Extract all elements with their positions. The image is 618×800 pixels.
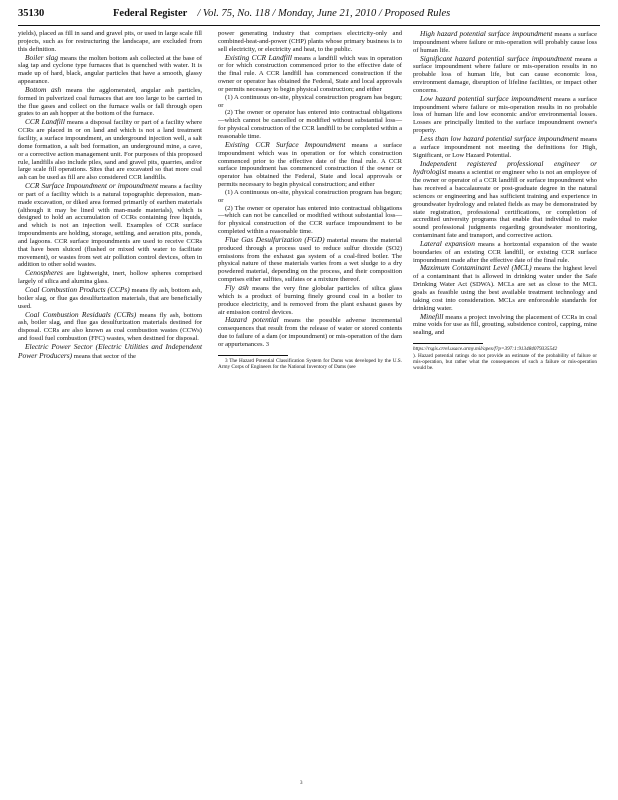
- defined-term: Lateral expansion: [420, 238, 475, 248]
- paragraph-text: means a surface impoundment where failure or mis-operation will probably cause loss of human life.: [413, 31, 597, 54]
- paragraph-text: means the possible adverse incremental consequences that result from the release of water or stored contents due to failure of a dam (or impoundment) or mis-operation of the dam or appurtenances. 3: [218, 317, 403, 348]
- defined-term: Existing CCR Surface Impoundment: [225, 139, 346, 149]
- paragraph: [218, 189, 402, 205]
- paragraph-text: means a horizontal expansion of the waste boundaries of an existing CCR landfill, or existing CCR surface impoundment made after the effective date of the final rule.: [413, 240, 597, 264]
- paragraph-text: (2) The owner or operator has entered into contractual obligations—which can not be cancelled or modified without substantial loss—for physical construction of the CCR surface impoundment to be completed within a reasonable time.: [218, 204, 402, 236]
- defined-term: Existing CCR Landfill: [225, 52, 292, 62]
- defined-term: Independent registered professional engineer or hydrologist: [413, 158, 597, 177]
- defined-term: Electric Power Sector (Electric Utilities and Independent Power Producers): [18, 341, 202, 360]
- paragraph: [413, 264, 597, 312]
- paragraph: [218, 316, 402, 348]
- footnote-url[interactable]: https://rsgis.crrel.usace.army.mil/apex/f?p=397:1:913484079335542: [413, 346, 558, 353]
- paragraph: [18, 311, 202, 343]
- paragraph: [218, 54, 402, 94]
- issue-info: / Vol. 75, No. 118 / Monday, June 21, 2010 / Proposed Rules: [197, 8, 451, 19]
- paragraph-text: means that sector of the: [73, 352, 136, 360]
- paragraph: [413, 135, 597, 160]
- text-column-right: [413, 30, 597, 372]
- paragraph: [18, 54, 202, 86]
- footnote-text: 3 The Hazard Potential Classification System for Dams was developed by the U.S. Army Corps of Engineers for the National Inventory of Dams (see: [218, 357, 402, 371]
- publication-title: Federal Register: [113, 8, 188, 19]
- defined-term: Flue Gas Desulfurization (FGD): [225, 234, 325, 244]
- paragraph: [218, 284, 402, 316]
- paragraph-text: means a facility or part of a facility which is a natural topographic depression, man-made excavation, or diked area formed primarily of earthen materials (although it may be lined with man-made materials), which is designed to hold an accumulation of CCRs containing free liquids, and which is not an injection well. Examples of CCR surface impoundments are holding, storage, settling, and aeration pits, ponds, and lagoons. CCR surface impoundments are used to receive CCRs that have been sluiced (flushed or mixed with water to facilitate movement), or wastes from wet air pollution control devices, often in addition to other solid wastes.: [18, 183, 203, 269]
- paragraph-text: means a surface impoundment which was in operation or for which construction commenced prior to the effective date of the final rule. A CCR surface impoundment has commenced construction if the owner or operator has obtained the Federal, State and local approvals or permits necessary to begin physical construction; and either: [218, 141, 403, 189]
- header-rule: [18, 25, 600, 26]
- defined-term: Coal Combustion Residuals (CCRs): [25, 309, 137, 319]
- paragraph: [18, 182, 202, 269]
- paragraph: [18, 269, 202, 286]
- paragraph: [218, 94, 402, 110]
- paragraph-text: means a surface impoundment where failure or mis-operation results in no probable loss of human life, but can cause economic loss, environment damage, disruption of lifeline facilities, or impact other concerns.: [413, 55, 597, 94]
- page-number: 35130: [18, 8, 45, 19]
- paragraph: [18, 118, 202, 182]
- defined-term: Boiler slag: [25, 52, 59, 62]
- defined-term: Coal Combustion Products (CCPs): [25, 285, 130, 294]
- paragraph: [218, 30, 402, 54]
- paragraph: [18, 30, 202, 54]
- paragraph-text: means fly ash, bottom ash, boiler slag, and flue gas desulfurization materials destined for disposal. CCRs are also known as coal combustion wastes (CCWs) and fossil fuel combustion (FFC) wastes, when destined for disposal.: [18, 311, 203, 343]
- paragraph: [413, 30, 597, 55]
- column-body: [218, 30, 402, 349]
- paragraph-text: means a surface impoundment not meeting the definitions for High, Significant, or Low Hazard Potential.: [413, 135, 597, 159]
- paragraph: [413, 55, 597, 95]
- paragraph-text: means the very fine globular particles of silica glass which is a product of burning finely ground coal in a boiler to produce electricity, and is removed from the plant exhaust gases by air emission control devices.: [218, 285, 402, 316]
- paragraph-text: means a disposal facility or part of a facility where CCRs are placed in or on land and which is not a land treatment facility, a surface impoundment, an underground injection well, a salt dome formation, a salt bed formation, an underground mine, a cave, or a corrective action management unit. For purposes of this proposed rule, landfills also include piles, sand and gravel pits, quarries, and/or large scale fill operations. Sites that are excavated so that more coal ash can be used as fill are also considered CCR landfills.: [18, 119, 202, 182]
- paragraph-text: (1) A continuous on-site, physical construction program has begun; or: [218, 188, 402, 204]
- paragraph: [218, 141, 402, 189]
- paragraph: [413, 95, 597, 135]
- defined-term: CCR Landfill: [25, 117, 65, 127]
- paragraph: [413, 160, 597, 240]
- text-column-left: [18, 30, 202, 361]
- footnote-rule: [413, 343, 483, 344]
- paragraph: [413, 240, 597, 265]
- defined-term: Cenospheres: [25, 268, 63, 278]
- page-header: [18, 8, 600, 26]
- defined-term: Hazard potential: [225, 315, 279, 325]
- paragraph-text: means a project involving the placement of CCRs in coal mine voids for use as fill, grouting, subsidence control, capping, mine sealing, and: [413, 313, 597, 337]
- paragraph-text: material means the material produced through a process used to reduce sulfur dioxide (SO2) emissions from the exhaust gas system of a coal-fired boiler. The physical nature of these materials varies from a wet sludge to a dry powdered material, depending on the process, and their composition comprises either sulfites, sulfates or a mixture thereof.: [218, 236, 402, 284]
- defined-term: High hazard potential surface impoundment: [420, 29, 553, 38]
- footnote-rule: [218, 355, 288, 356]
- defined-term: Low hazard potential surface impoundment: [420, 93, 552, 103]
- paragraph: [218, 205, 402, 236]
- footnote-text: ). Hazard potential ratings do not provide an estimate of the probability of failure or mis-operation, but rather what the consequences of such a failure or mis-operation would be.: [413, 352, 597, 372]
- paragraph-text: (2) The owner or operator has entered into contractual obligations—which cannot be cancelled or modified without substantial loss—for physical construction of the CCR landfill to be completed within a reasonable time.: [218, 109, 402, 140]
- paragraph: [18, 286, 202, 311]
- paragraph-text: means a surface impoundment where failure or mis-operation results in no probable loss of human life and low economic and/or environmental losses. Losses are principally limited to the surface impoundment owner's property.: [413, 95, 597, 135]
- paragraph: [413, 313, 597, 338]
- paragraph-text: means the molten bottom ash collected at the base of slag tap and cyclone type furnaces that is quenched with water. It is made up of hard, black, angular particles that have a smooth, glassy appearance.: [18, 54, 202, 86]
- paragraph-text: yields), placed as fill in sand and gravel pits, or used in large scale fill projects, such as for restructuring the landscape, are excluded from this definition.: [18, 30, 202, 53]
- paragraph-text: power generating industry that comprises electricity-only and combined-heat-and-power (CHP) plants whose primary business is to sell electricity, or electricity and heat, to the public.: [218, 30, 402, 53]
- column-body: [413, 30, 597, 337]
- defined-term: CCR Surface Impoundment or impoundment: [25, 181, 158, 191]
- footer-mark: 3: [300, 781, 303, 786]
- paragraph-text: (1) A continuous on-site, physical construction program has begun; or: [218, 93, 402, 109]
- defined-term: Significant hazard potential surface impoundment: [420, 53, 573, 63]
- paragraph: [18, 343, 202, 361]
- paragraph: [218, 236, 402, 284]
- defined-term: Less than low hazard potential surface impoundment: [420, 133, 579, 143]
- paragraph-text: are lightweight, inert, hollow spheres comprised largely of silica and alumina glass.: [18, 270, 202, 286]
- defined-term: Bottom ash: [25, 84, 62, 94]
- defined-term: Minefill: [420, 311, 444, 321]
- defined-term: Fly ash: [225, 283, 249, 292]
- defined-term: Maximum Contaminant Level (MCL): [420, 263, 532, 273]
- paragraph: [218, 109, 402, 140]
- paragraph-text: means the agglomerated, angular ash particles, formed in pulverized coal furnaces that are too large to be carried in the flue gases and collect on the furnace walls or fall through open grates to an ash hopper at the bottom of the furnace.: [18, 86, 203, 118]
- paragraph-text: means a landfill which was in operation or for which construction commenced prior to the effective date of the final rule. A CCR landfill has commenced construction if the owner or operator has obtained the Federal, State and local approvals or permits necessary to begin physical construction; and either: [218, 54, 403, 93]
- text-column-middle: [218, 30, 402, 371]
- paragraph-text: means a scientist or engineer who is not an employee of the owner or operator of a CCR landfill or surface impoundment who has received a baccalaureate or post-graduate degree in the natural sciences or engineering and has sufficient training and experience in groundwater hydrology and related fields as may be demonstrated by state registration, professional certifications, or completion of accredited university programs that enable that individual to make sound professional judgments regarding groundwater monitoring, contaminant fate and transport, and corrective action.: [413, 169, 597, 240]
- paragraph: [18, 86, 202, 118]
- paragraph-text: means the highest level of a contaminant that is allowed in drinking water under the Safe Drinking Water Act (SDWA). MCLs are set as close to the MCL goals as feasible using the best available treatment technology and taking cost into consideration. MCLs are enforceable standards for drinking water.: [413, 265, 597, 312]
- paragraph-text: means fly ash, bottom ash, boiler slag, or flue gas desulfurization materials, that are beneficially used.: [18, 287, 203, 310]
